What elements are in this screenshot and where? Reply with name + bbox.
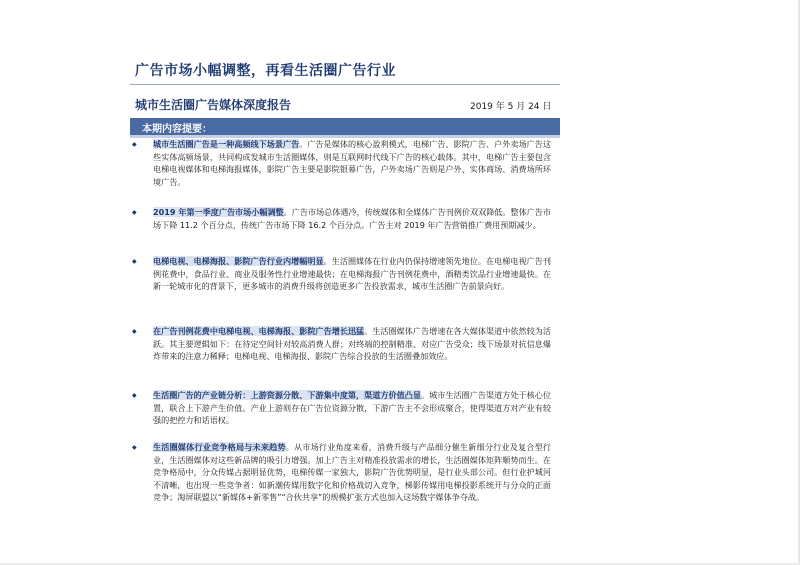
bullet-diamond-icon: ◆ (132, 258, 137, 265)
paragraph-body: 。生活圈媒体在行业内仍保持增速领先地位。在电梯电视广告刊例花费中，食品行业、商业及服务性行业增速最快；在电梯海报广告刊例花费中，酒精类饮品行业增速最快。在新一轮城市化的背景下，更多城市的消费升级将创造更多广告投放需求，城市生活圈广告前景向好。 (153, 256, 551, 291)
paragraph-body: 。广告是媒体的核心盈利模式，电梯广告、影院广告、户外卖场广告这些实体高频场景，共同构成发城市生活圈媒体，则是互联网时代线下广告的核心载体。其中，电梯广告主要包含电梯电视媒体和电梯海报媒体，影院广告主要是影院银幕广告，户外卖场广告则是户外、实体商场、消费场所环境广告。 (153, 139, 551, 187)
report-date: 2019 年 5 月 24 日 (470, 102, 552, 112)
paragraph-body: 。从市场行业角度来看，消费升级与产品细分催生新细分行业及复合型行业，生活圈媒体对这些新品牌的吸引力增强。加上广告主对精准投放需求的增长，生活圈媒体矩阵顺势而生。在竞争格局中，分众传媒占据明显优势，电梯传媒一家独大，影院广告优势明显，是行业头部公司。但行业护城河不清晰，也出现一些竞争者：如新潮传媒用数字化和价格战切入竞争，梯影传媒用电梯投影系统开与分众的正面竞争；淘屏联盟以“新媒体+新零售”“合伙共享”的规模扩张方式也加入这场数字媒体争夺战。 (153, 442, 551, 502)
paragraph-heading: 生活圈广告的产业链分析：上游资源分散、下游集中度第，渠道方价值凸显 (153, 390, 422, 400)
bullet-diamond-icon: ◆ (132, 209, 137, 216)
bullet-diamond-icon: ◆ (132, 392, 137, 399)
summary-paragraph (153, 255, 551, 293)
bullet-diamond-icon: ◆ (132, 444, 137, 451)
report-subtitle: 城市生活圈广告媒体深度报告 (135, 98, 292, 112)
summary-paragraph (153, 206, 551, 231)
report-main-title: 广告市场小幅调整，再看生活圈广告行业 (135, 63, 396, 79)
paragraph-heading: 电梯电视、电梯海报、影院广告行业内增幅明显 (153, 256, 324, 266)
summary-paragraph (153, 441, 551, 504)
paragraph-heading: 在广告刊例花费中电梯电视、电梯海报、影院广告增长迅猛 (153, 326, 365, 336)
summary-paragraph (153, 389, 551, 427)
paragraph-heading: 生活圈媒体行业竞争格局与未来趋势 (153, 442, 286, 452)
paragraph-body: 。生活圈媒体广告增速在各大媒体渠道中依然较为活跃。其主要逻辑如下：在待定空间针对较高消费人群；对终端的控制精准、对应广告受众；线下场景对抗信息爆炸带来的注意力稀释；电梯电视、电梯海报、影院广告综合投放的生活圈叠加效应。 (153, 326, 551, 361)
paragraph-heading: 城市生活圈广告是一种高频线下场景广告 (153, 139, 300, 149)
bullet-diamond-icon: ◆ (132, 328, 137, 335)
summary-paragraph (153, 325, 551, 363)
summary-label: 本期内容提要： (142, 124, 212, 135)
bullet-diamond-icon: ◆ (132, 141, 137, 148)
paragraph-body: 。城市生活圈广告渠道方处于核心位置，联合上下游产生价值。产业上游则存在广告位资源分散，下游广告主不会形成聚合，使得渠道方对产业有较强的把控力和话语权。 (153, 390, 551, 425)
summary-header-bar (130, 118, 560, 135)
paragraph-body: 。广告市场总体遇冷，传统媒体和全媒体广告刊例价双双降低。整体广告市场下降 11.2 个百分点，传统广告市场下降 16.2 个百分点。广告主对 2019 年广告营销推广费用预期减少。 (153, 207, 551, 230)
title-divider (130, 84, 560, 85)
paragraph-heading: 2019 年第一季度广告市场小幅调整 (153, 207, 284, 217)
summary-paragraph (153, 138, 551, 188)
